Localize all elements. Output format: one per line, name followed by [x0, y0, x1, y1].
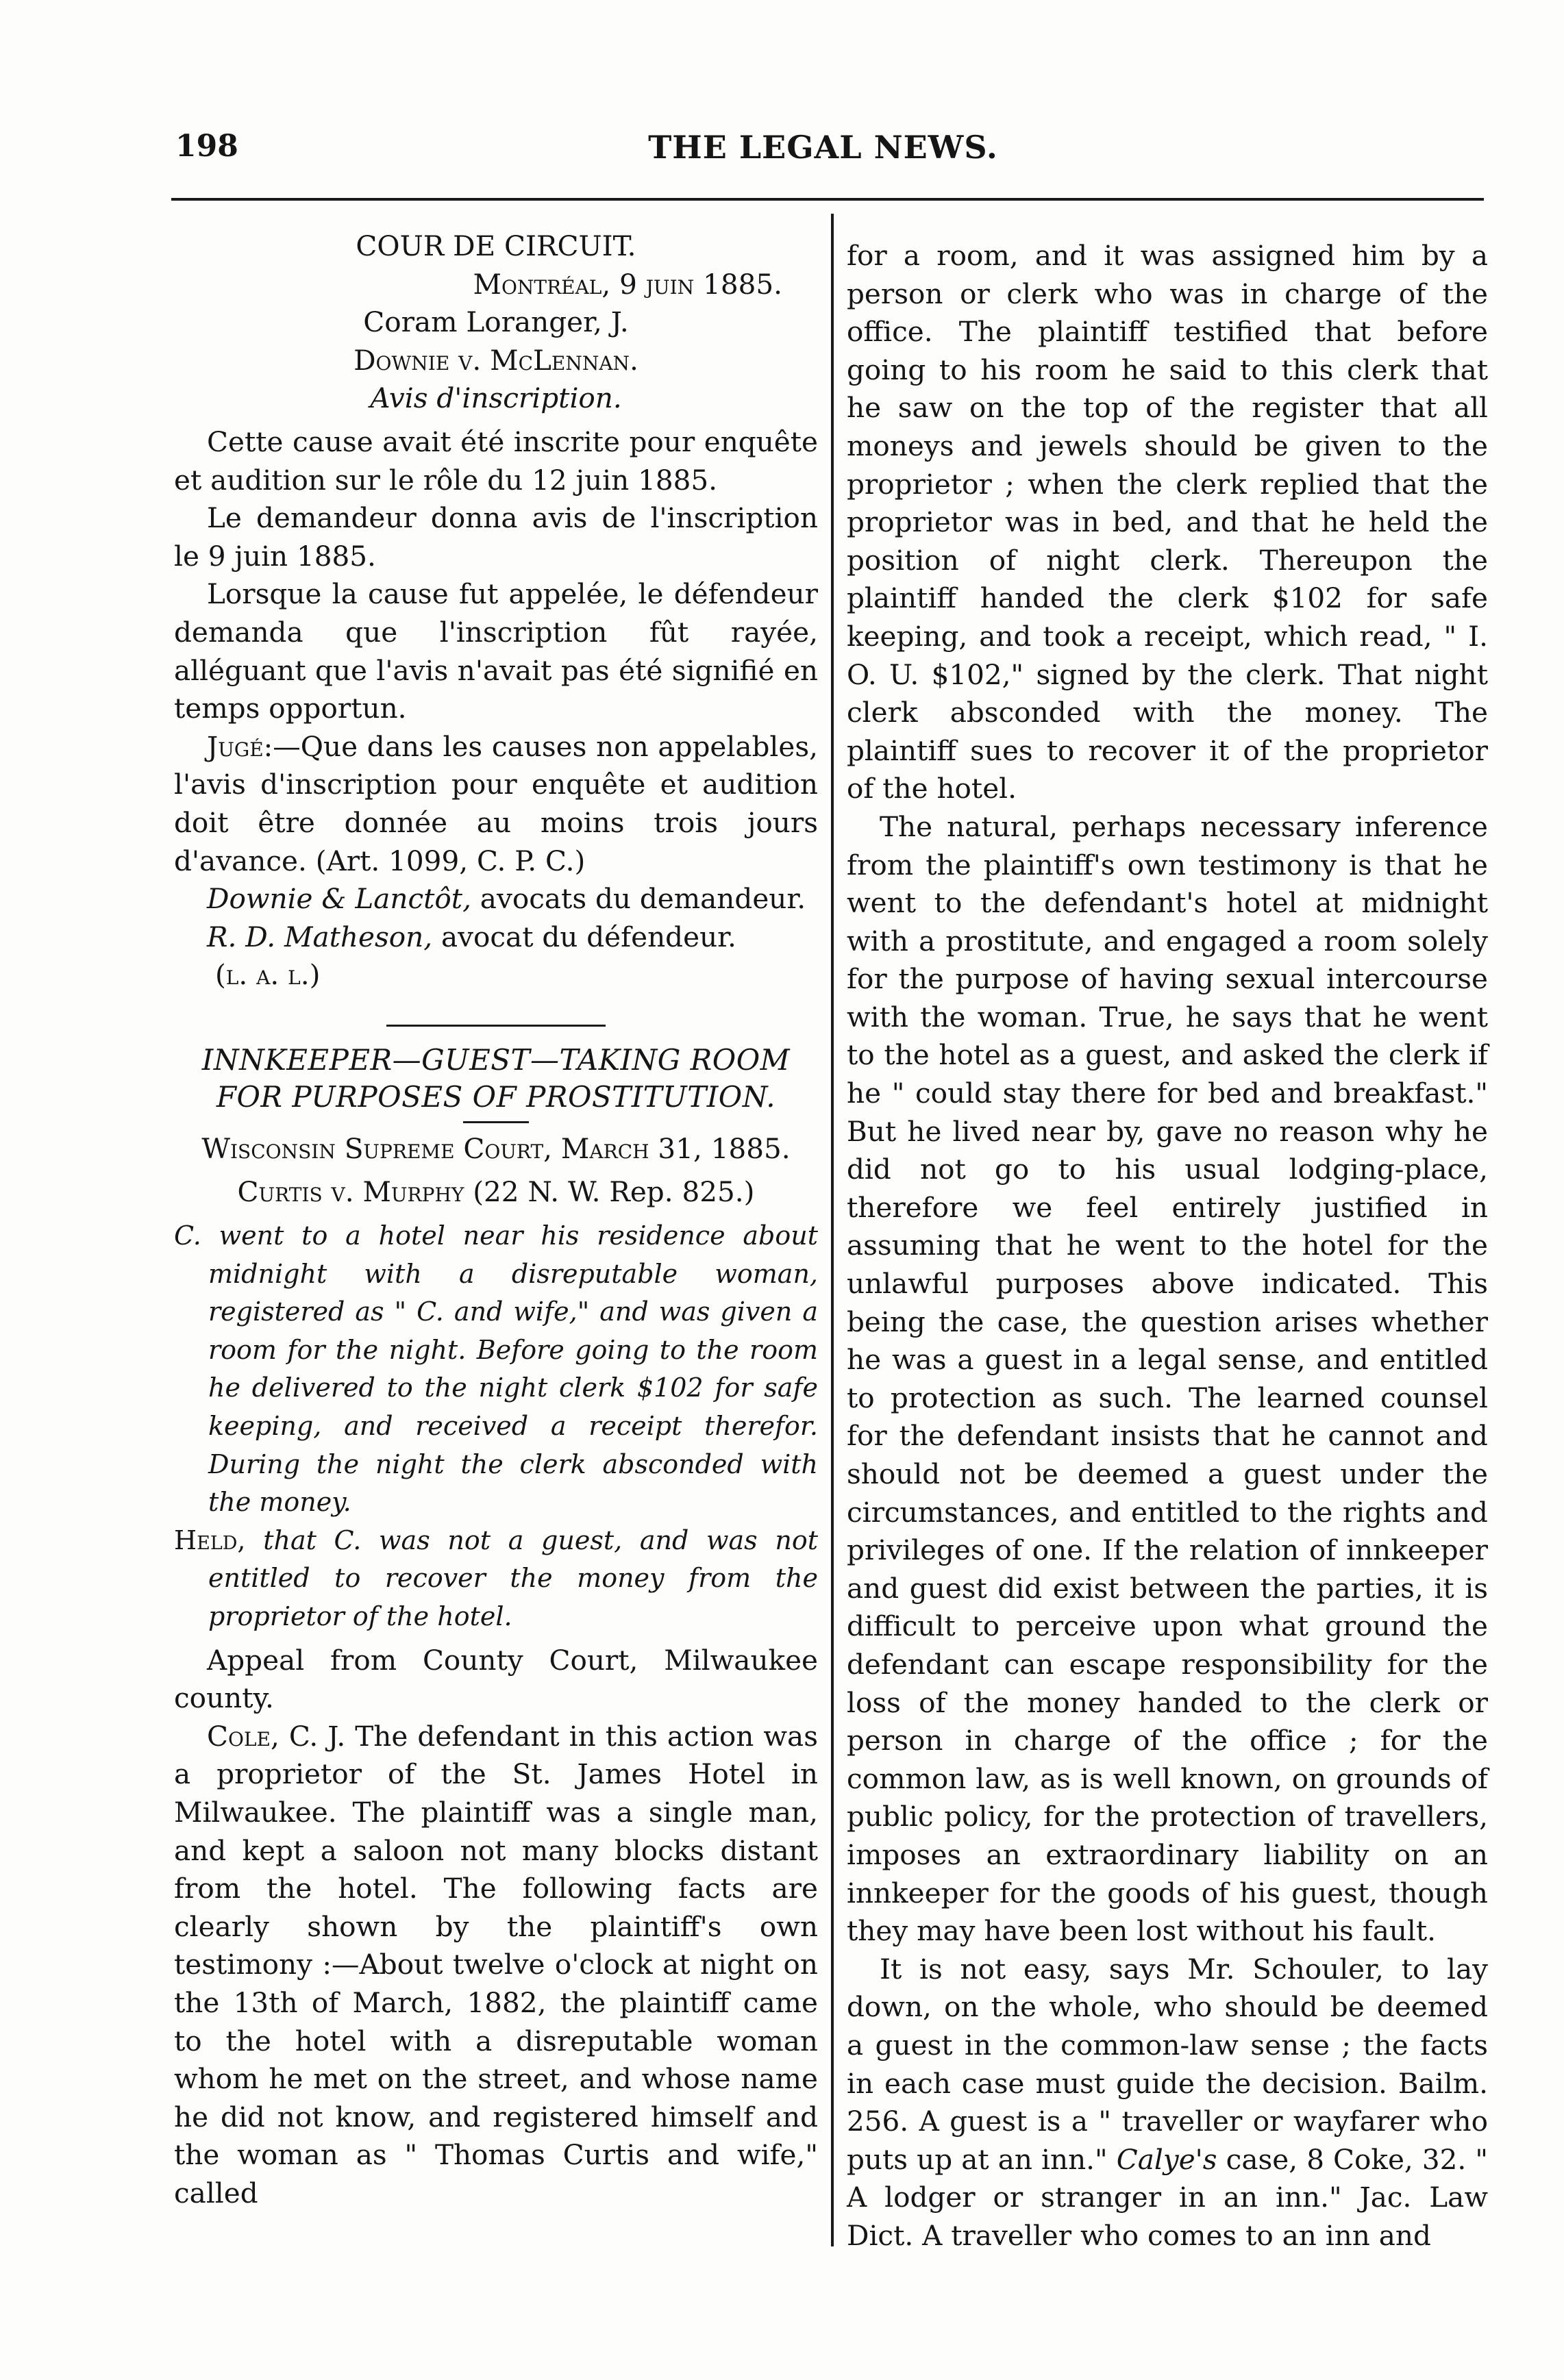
case-subject: Avis d'inscription. [370, 381, 622, 415]
paragraph: Le demandeur donna avis de l'inscription le 9 juin 1885. [174, 501, 818, 573]
opinion-paragraph [174, 1718, 818, 2213]
case-reference: Calye's [1116, 2142, 1217, 2176]
right-column [847, 237, 1488, 2255]
case-court: Wisconsin Supreme Court, March 31, 1885. [201, 1131, 791, 1165]
counsel-role: avocats du demandeur. [471, 882, 806, 916]
counsel-line [174, 880, 818, 918]
header-rule [171, 198, 1484, 201]
coram: Coram Loranger, J. [363, 305, 629, 339]
paragraph: for a room, and it was assigned him by a person or clerk who was in charge of the office. The plaintiff testified that before going to his room he said to this clerk that he saw on the top of the register that all moneys and jewels should be given to the proprietor ; when the clerk replied that the proprietor was in bed, and that he held the position of night clerk. Thereupon the plaintiff handed the clerk $102 for safe keeping, and took a receipt, which read, " I. O. U. $102," signed by the clerk. That night clerk absconded with the money. The plaintiff sues to recover it of the proprietor of the hotel. [847, 239, 1488, 805]
syllabus: C. went to a hotel near his residence about midnight with a disreputable woman, registered as " C. and wife," and was given a room for the night. Before going to the room he delivered to the night clerk $102 for safe keeping, and received a receipt therefor. During the night the clerk absconded with the money. [174, 1220, 818, 1518]
counsel-line [174, 918, 818, 957]
left-column [174, 227, 818, 2213]
page-number: 198 [175, 129, 238, 164]
paragraph [847, 1951, 1488, 2255]
opinion-text: C. J. The defendant in this action was a proprietor of the St. James Hotel in Milwaukee. The plaintiff was a single man, and kept a saloon not many blocks distant from the hotel. The following facts are clearly shown by the plaintiff's own testimony :—About twelve o'clock at night on the 13th of March, 1882, the plaintiff came to the hotel with a disreputable woman whom he met on the street, and whose name he did not know, and registered himself and the woman as " Thomas Curtis and wife," called [174, 1719, 818, 2209]
holding-lead: Held, [174, 1525, 246, 1555]
case-citation: (22 N. W. Rep. 825.) [464, 1175, 755, 1209]
judge-name: Cole, [207, 1719, 280, 1753]
paragraph: Appeal from County Court, Milwaukee county. [174, 1643, 818, 1715]
running-head: THE LEGAL NEWS. [648, 129, 998, 166]
judgment-paragraph [174, 728, 818, 880]
counsel-role: avocat du défendeur. [432, 920, 736, 953]
paragraph: The natural, perhaps necessary inference from the plaintiff's own testimony is that he went to the defendant's hotel at midnight with a prostitute, and engaged a room solely for the purpose of having sexual intercourse with the woman. True, he says that he went to the hotel as a guest, and asked the clerk if he " could stay there for bed and breakfast." But he lived near by, gave no reason why he did not go to his usual lodging-place, therefore we feel entirely justified in assuming that he went to the hotel for the unlawful purposes above indicated. This being the case, the question arises whether he was a guest in a legal sense, and entitled to protection as such. The learned counsel for the defendant insists that he cannot and should not be deemed a guest under the circumstances, and entitled to the rights and privileges of one. If the relation of innkeeper and guest did exist between the parties, it is difficult to perceive upon what ground the defendant can escape responsibility for the loss of the money handed to the clerk or person in charge of the office ; for the common law, as is well known, on grounds of public policy, for the protection of travellers, imposes an extraordinary liability on an innkeeper for the goods of his guest, though they may have been lost without his fault. [847, 810, 1488, 1948]
case-title-line: INNKEEPER—GUEST—TAKING ROOM [201, 1042, 791, 1077]
judgment-lead: Jugé [207, 729, 264, 763]
paragraph: Cette cause avait été inscrite pour enquête et audition sur le rôle du 12 juin 1885. [174, 425, 818, 497]
case-title [174, 1042, 818, 1116]
text-span: It is not easy, says Mr. Schouler, to lay down, on the whole, who should be deemed a guest in the common-law sense ; the facts in each case must guide the decision. Bailm. 256. A guest is a " traveller or wayfarer who puts up at an inn." [847, 1952, 1488, 2176]
case-title-line: FOR PURPOSES OF PROSTITUTION. [216, 1079, 776, 1114]
short-rule [463, 1121, 529, 1123]
counsel-names: Downie & Lanctôt, [207, 882, 471, 916]
holding [174, 1522, 818, 1636]
place-date: Montréal, 9 juin 1885. [473, 267, 782, 301]
column-rule [831, 214, 834, 2246]
paragraph: Lorsque la cause fut appelée, le défendeur demanda que l'inscription fût rayée, alléguant que l'avis n'avait pas été signifié en temps opportun. [174, 577, 818, 725]
case-name-line [174, 1173, 818, 1212]
text-span: case, 8 Coke, 32. " A lodger or stranger in an inn." Jac. Law Dict. A traveller who comes to an inn and [847, 2142, 1488, 2252]
judgment-text: :—Que dans les causes non appelables, l'avis d'inscription pour enquête et audition doit être donnée au moins trois jours d'avance. (Art. 1099, C. P. C.) [174, 729, 818, 877]
reporter-initials: (l. a. l.) [215, 958, 321, 992]
court-heading: COUR DE CIRCUIT. [356, 229, 636, 262]
section-rule [386, 1025, 606, 1027]
case-name: Curtis v. Murphy [237, 1175, 464, 1209]
case-parties: Downie v. McLennan. [353, 343, 638, 377]
holding-text: that C. was not a guest, and was not entitled to recover the money from the proprietor of the hotel. [208, 1525, 818, 1631]
counsel-names: R. D. Matheson, [207, 920, 433, 953]
